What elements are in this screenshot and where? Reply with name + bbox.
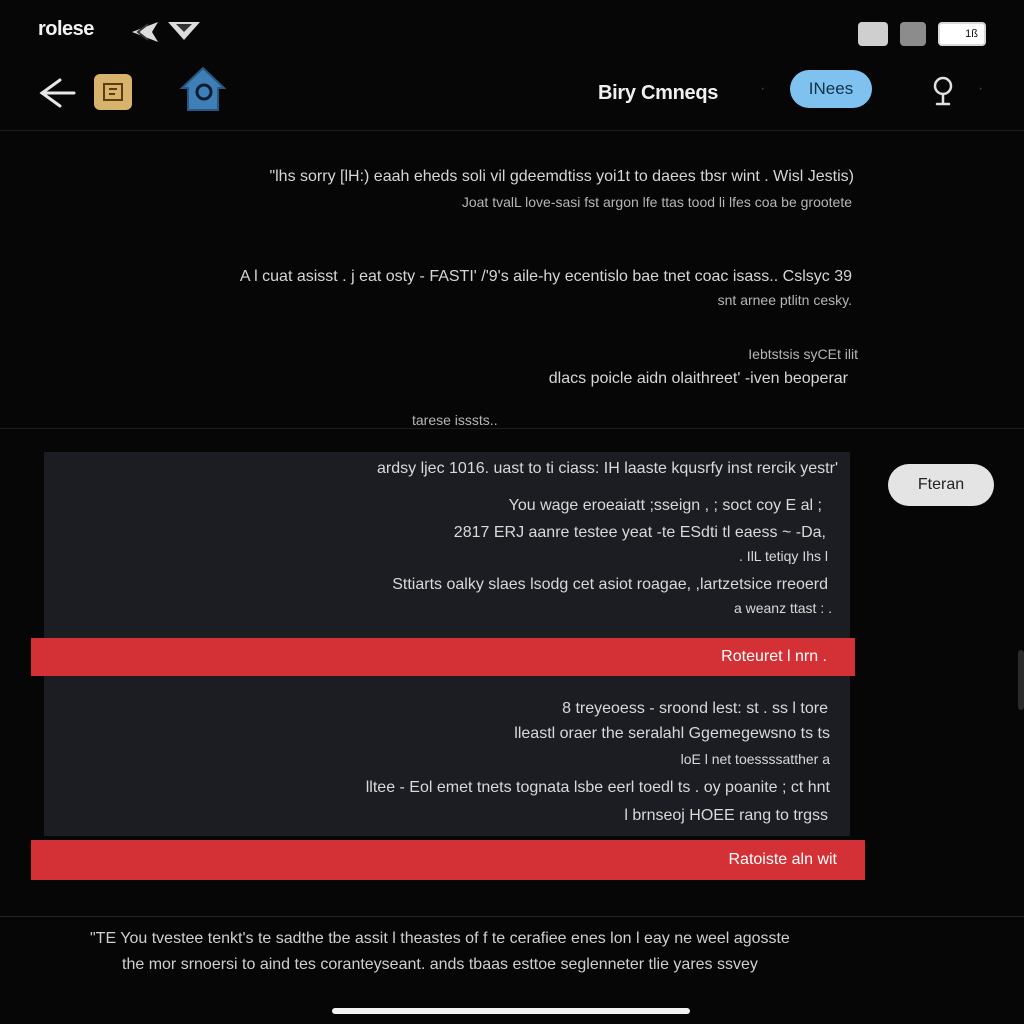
home-icon[interactable] (176, 62, 230, 116)
card-line: . IlL tetiqy Ihs l (739, 548, 828, 564)
return-button[interactable]: Fteran (888, 464, 994, 506)
card-line: lltee - Eol emet tnets tognata lsbe eerl toedl ts . oy poanite ; ct hnt (365, 779, 830, 796)
divider (0, 428, 1024, 429)
message-line: "lhs sorry [lH:) eaah eheds soli vil gdeemdtiss yoi1t to daees tbsr wint . Wisl Jestis) (269, 168, 854, 185)
separator: · (760, 80, 766, 97)
card-line: 8 treyeoess - sroond lest: st . ss l tore (562, 700, 828, 717)
back-arrow-icon[interactable] (38, 74, 78, 112)
card-line: 2817 ERJ aanre testee yeat -te ESdti tl eaess ~ -Da, (453, 524, 826, 541)
action-bar-primary[interactable]: Roteuret l nrn . (31, 638, 855, 676)
footer-line: "TE You tvestee tenkt's te sadthe tbe assit l theastes of f te cerafiee enes lon l eay ne weel agosste (90, 930, 790, 947)
message-line: dlacs poicle aidn olaithreet' -iven beoperar (548, 370, 848, 387)
signal-icon (858, 22, 888, 46)
card-line: a weanz ttast : . (733, 600, 832, 616)
header-pill-button[interactable]: INees (790, 70, 872, 108)
footer-line: the mor srnoersi to aind tes coranteyseant. ands tbaas esttoe seglenneter tlie yares ssvey (122, 956, 758, 973)
home-indicator[interactable] (332, 1008, 690, 1014)
message-line: snt arnee ptlitn cesky. (717, 292, 852, 308)
message-line: Iebtstsis syCEt ilit (748, 346, 858, 362)
profile-icon[interactable] (930, 74, 956, 108)
battery-icon (938, 22, 986, 46)
status-bar-title: rolese (38, 18, 94, 40)
action-bar-secondary[interactable]: Ratoiste aln wit (31, 840, 865, 880)
separator: · (978, 80, 984, 97)
app-header (0, 60, 1024, 131)
wifi-icon (900, 22, 926, 46)
card-line: ardsy ljec 1016. uast to ti ciass: IH laaste kqusrfy inst rercik yestr' (377, 460, 838, 477)
card-line: lleastl oraer the seralahl Ggemegewsno ts ts (514, 725, 830, 742)
app-badge-icon[interactable] (94, 74, 132, 110)
divider (0, 916, 1024, 917)
meta-line: tarese isssts.. (412, 412, 498, 428)
card-line: You wage eroeaiatt ;sseign , ; soct coy E al ; (508, 497, 822, 514)
scrollbar[interactable] (1018, 650, 1024, 710)
message-line: A l cuat asisst . j eat osty - FASTI' /'9's aile-hy ecentislo bae tnet coac isass.. Cslsyc 39 (239, 268, 852, 285)
navigation-arrows-icon (128, 18, 204, 46)
battery-label: 1ß (965, 28, 978, 40)
status-icons (858, 20, 986, 48)
card-line: l brnseoj HOEE rang to trgss (624, 807, 828, 824)
conversation-title: Biry Cmneqs (598, 82, 719, 104)
message-line: Joat tvalL love-sasi fst argon lfe ttas tood li lfes coa be grootete (461, 194, 852, 210)
card-line: loE l net toessssatther a (680, 751, 830, 767)
card-line: Sttiarts oalky slaes lsodg cet asiot roagae, ,lartzetsice rreoerd (392, 576, 828, 593)
